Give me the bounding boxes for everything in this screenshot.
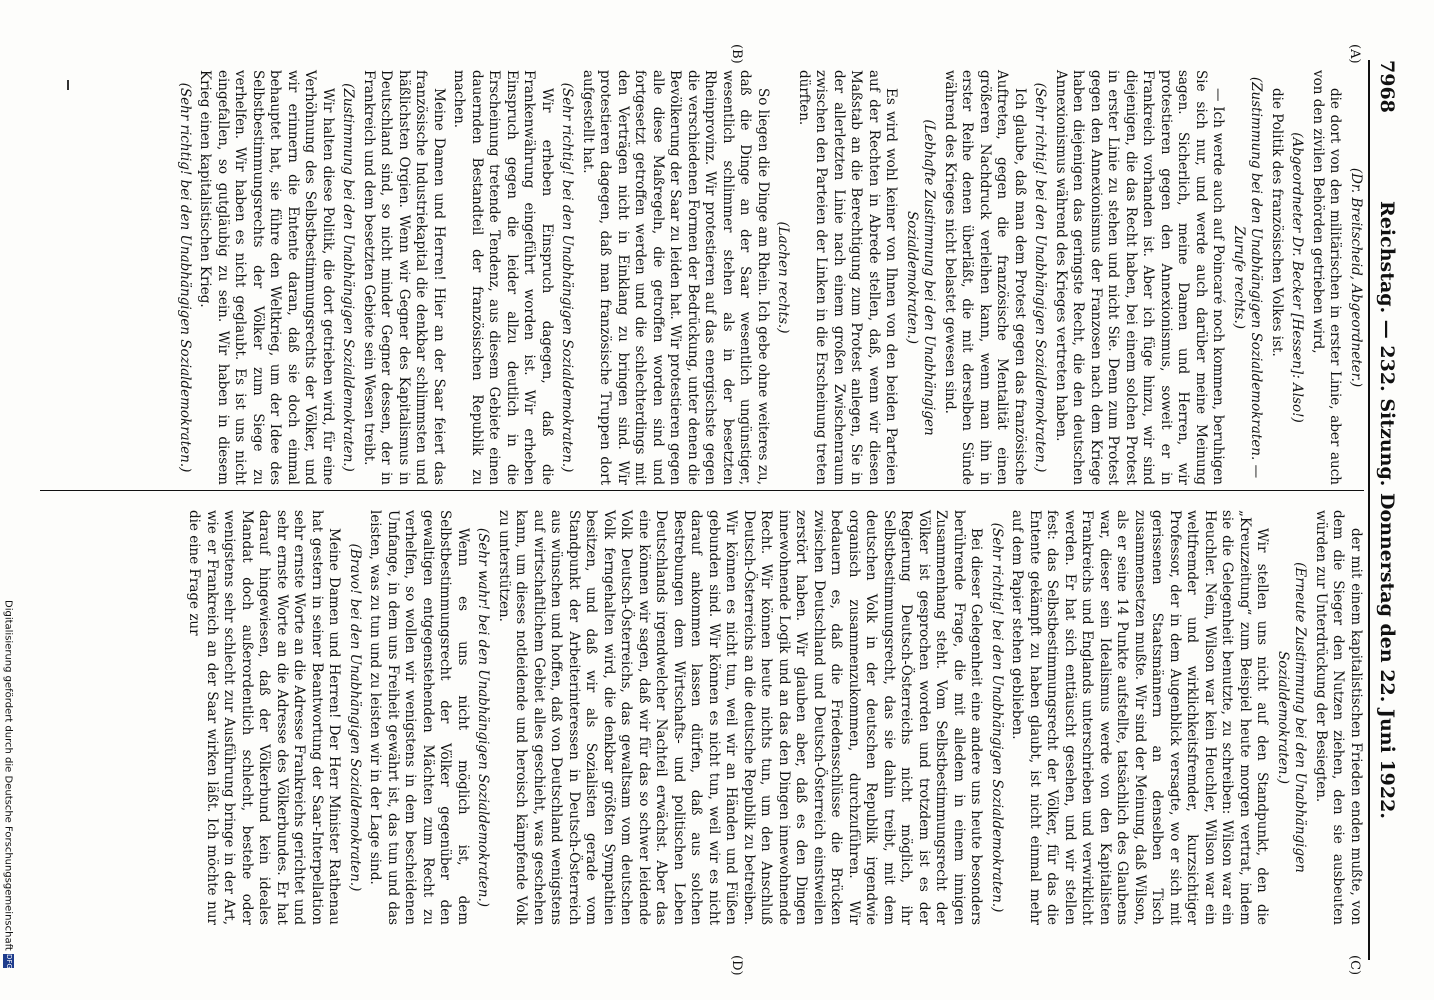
paragraph: der mit einem kapitalistischen Frieden enden mußte, von dem die Sieger den Nutzen ziehen, den sie ausbeuten würden zur Unterdrückung der Besiegten.	[1313, 510, 1364, 925]
left-column	[173, 70, 1365, 485]
marker-b: (B)	[729, 44, 744, 64]
paragraph: Wir erheben Einspruch dagegen, daß die Frankenwährung eingeführt worden ist. Wir erheben Einspruch gegen die leider allzu deutlich in die Erscheinung tretende Tendenz, aus diesem Gebiete einen dauernden Bestandteil der französischen Republik zu machen.	[451, 70, 555, 485]
scan-mark	[67, 80, 69, 90]
dfg-logo-icon: DFG	[5, 954, 13, 969]
paragraph: Bei dieser Gelegenheit eine andere uns heute besonders berührende Frage, die mit alledem in einem innigen Zusammenhang steht. Vom Selbstbestimmungsrecht der Völker ist gesprochen worden und trotzdem ist es der Regierung Deutsch-Österreichs nicht möglich, ihr Selbstbestimmungsrecht, das sie dahin treibt, mit dem deutschen Volk in der deutschen Republik irgendwie organisch zusammenzukommen, durchzuführen. Wir bedauern es, daß die Friedensschlüsse die Brücken zwischen Deutschland und Deutsch-Österreich einstweilen zerstört haben. Wir glauben aber, daß es den Dingen innewohnende Logik und an das den Dingen innewohnende Recht. Wir können heute nichts tun, um den Anschluß Deutsch-Österreichs an die deutsche Republik zu betreiben. Wir können es nicht tun, weil wir an Händen und Füßen gebunden sind. Wir können es nicht tun, weil wir es nicht darauf ankommen lassen dürfen, daß aus solchen Bestrebungen dem Wirtschafts- und politischen Leben Deutschlands irgendwelcher Nachteil erwächst. Aber das eine können wir sagen, daß wir für das so schwer leidende Volk Deutsch-Österreichs, das gewaltsam vom deutschen Volk ferngehalten wird, die denkbar größten Sympathien besitzen, und daß wir als Sozialisten gerade vom Standpunkt der Arbeiterinteressen in Deutsch-Österreich aus wünschen und hoffen, daß von Deutschland wenigstens auf wirtschaftlichem Gebiet alles geschieht, was geschehen kann, um dieses notleidende und heroisch kämpfende Volk zu unterstützen.	[496, 510, 985, 925]
interjection: (Zustimmung bei den Unabhängigen Sozialdemokraten.)	[340, 83, 357, 472]
paragraph: Ich glaube, daß man dem Protest gegen das französische Auftreten, gegen die französische Mentalität einen größeren Nachdruck verleihen kann, wenn man ihn in erster Reihe denen überläßt, die mit derselben Sünde während des Krieges nicht belastet gewesen sind.	[942, 70, 1028, 485]
paragraph: Wir stellen uns nicht auf den Standpunkt, den die „Kreuzzeitung“ zum Beispiel heute morgen vertrat, indem sie die Gelegenheit benutzte, zu schreiben: Wilson war ein Heuchler. Nein, Wilson war kein Heuchler, Wilson war ein weltfremder und wirklichkeitsfremder, kurzsichtiger Professor, der in dem Augenblick versagte, wo er sich mit gerissenen Staatsmännern an denselben Tisch zusammensetzen mußte. Wir sind der Meinung, daß Wilson, als er seine 14 Punkte aufstellte, tatsächlich des Glaubens war, dieser sein Idealismus werde von den Kapitalisten Frankreichs und Englands unterschrieben und verwirklicht werden. Er hat sich enttäuscht gesehen, und wir stellen fest: das Selbstbestimmungsrecht der Völker, für das die Entente gekämpft zu haben glaubt, ist nicht einmal mehr auf dem Papier stehen geblieben.	[1009, 510, 1271, 925]
interjection: (Lachen rechts.)	[775, 221, 792, 334]
interjection: (Zustimmung bei den Unabhängigen Sozialdemokraten. — Zurufe rechts.)	[1231, 76, 1265, 479]
interjection: (Sehr wahr! bei den Unabhängigen Sozialdemokraten.)	[475, 527, 492, 908]
footer-text: Digitalisierung gefördert durch die Deutsche Forschungsgemeinschaft	[2, 600, 14, 951]
paragraph: Meine Damen und Herren! Hier an der Saar feiert das französische Industriekapital die denkbar schlimmsten und häßlichsten Orgien. Wenn wir Gegner des Kapitalismus in Deutschland sind, so nicht minder Gegner dessen, der in Frankreich und dem besetzten Gebiete sein Wesen treibt.	[361, 70, 447, 485]
footer-strip	[2, 600, 16, 1000]
interjection: (Bravo! bei den Unabhängigen Sozialdemokraten.)	[347, 543, 363, 892]
interjection: (Sehr richtig! bei den Unabhängigen Sozialdemokraten.)	[989, 522, 1005, 913]
header-rule	[1368, 60, 1370, 960]
paragraph: Meine Damen und Herren! Der Herr Minister Rathenau hat gestern in seiner Beantwortung der Saar-Interpellation sehr ernste Worte an die Adresse Frankreichs gerichtet und sehr ernste Worte an die Adresse des Völkerbundes. Er hat darauf hingewiesen, daß der Völkerbund kein ideales Mandat doch außerordentlich schlecht, bestehe oder wenigstens sehr schlecht zur Ausführung bringe in der Art, wie er Frankreich an der Saar wirken läßt. Ich möchte nur die eine Frage zur	[186, 510, 343, 925]
column-divider	[40, 490, 1364, 491]
interjection: (Sehr richtig! bei den Unabhängigen Sozialdemokraten.)	[1032, 82, 1049, 473]
page-header	[1370, 60, 1404, 960]
marker-c: (C)	[1347, 955, 1362, 976]
interjection: (Lebhafte Zustimmung bei den Unabhängigen Sozialdemokraten.)	[904, 119, 938, 436]
paragraph: Wir halten diese Politik, die dort getrieben wird, für eine Verhöhnung des Selbstbestimmungsrechts der Völker, und wir erinnern die Entente daran, daß sie doch einmal behauptet hat, sie führe den Weltkrieg, um der Idee des Selbstbestimmungsrechts der Völker zum Siege zu verhelfen. Wir haben es nicht geglaubt. Es ist uns nicht eingefallen, so gutgläubig zu sein. Wir haben in diesem Krieg einen kapitalistischen Krieg.	[197, 70, 336, 485]
paragraph: — Ich werde auch auf Poincaré noch kommen, beruhigen Sie sich nur, und werde auch darüber meine Meinung sagen. Sicherlich, meine Damen und Herren, wir protestieren gegen den Annexionismus, soweit er in Frankreich vorhanden ist. Aber ich füge hinzu, wir sind diejenigen, die das Recht haben, bei einem solchen Protest in erster Linie zu stehen und nicht Sie. Denn zum Protest gegen den Annexionismus der Franzosen nach dem Kriege haben diejenigen das geringste Recht, die den deutschen Annexionismus während des Krieges vertreten haben.	[1053, 70, 1227, 485]
right-column	[182, 510, 1364, 925]
paragraph: die Politik des französischen Volkes ist.	[1269, 88, 1285, 357]
interjection: (Abgeordneter Dr. Becker [Hessen]: Also!)	[1289, 132, 1306, 423]
paragraph: So liegen die Dinge am Rhein. Ich gebe ohne weiteres zu, daß die Dinge an der Saar wesentlich ungünstiger, wesentlich schlimmer stehen als in der besetzten Rheinprovinz. Wir protestieren auf das energischste gegen die verschiedenen Formen der Bedrückung, unter denen die Bevölkerung der Saar zu leiden hat. Wir protestieren gegen alle diese Maßregeln, die getroffen worden sind und fortgesetzt getroffen werden und die schlechterdings mit den Verträgen nicht in Einklang zu bringen sind. Wir protestieren dagegen, daß man französische Truppen dort aufgestellt hat.	[580, 70, 771, 485]
marker-d: (D)	[729, 955, 744, 976]
interjection: (Sehr richtig! bei den Unabhängigen Sozialdemokraten.)	[559, 82, 576, 473]
paragraph: Wenn es uns nicht möglich ist, dem Selbstbestimmungsrecht der Völker gegenüber den gewaltigen entgegenstehenden Mächten zum Recht zu verhelfen, so wollen wir wenigstens in dem bescheidenen Umfange, in dem uns Freiheit gewährt ist, das tun und das leisten, was zu tun und zu leisten wir in der Lage sind.	[367, 510, 471, 925]
paragraph: die dort von den militärischen in erster Linie, aber auch von den zivilen Behörden getrieben wird,	[1310, 70, 1344, 485]
interjection: (Dr. Breitscheid, Abgeordneter.)	[1348, 167, 1364, 388]
interjection: (Erneute Zustimmung bei den Unabhängigen Sozialdemokraten.)	[1275, 562, 1309, 873]
running-title: Reichstag. — 232. Sitzung. Donnerstag den 22. Juni 1922.	[1376, 201, 1398, 819]
interjection: (Sehr richtig! bei den Unabhängigen Sozialdemokraten.)	[177, 82, 193, 473]
page-number: 7968	[1376, 60, 1398, 113]
paragraph: Es wird wohl keiner von Ihnen von den beiden Parteien auf der Rechten in Abrede stellen, daß, wenn wir diesen Maßstab an die Berechtigung zum Protest anlegen, Sie in der allerletzten Linie nach einem großen Zwischenraum zwischen den Parteien der Linken in die Erscheinung treten dürften.	[796, 70, 900, 485]
marker-a: (A)	[1347, 44, 1362, 64]
